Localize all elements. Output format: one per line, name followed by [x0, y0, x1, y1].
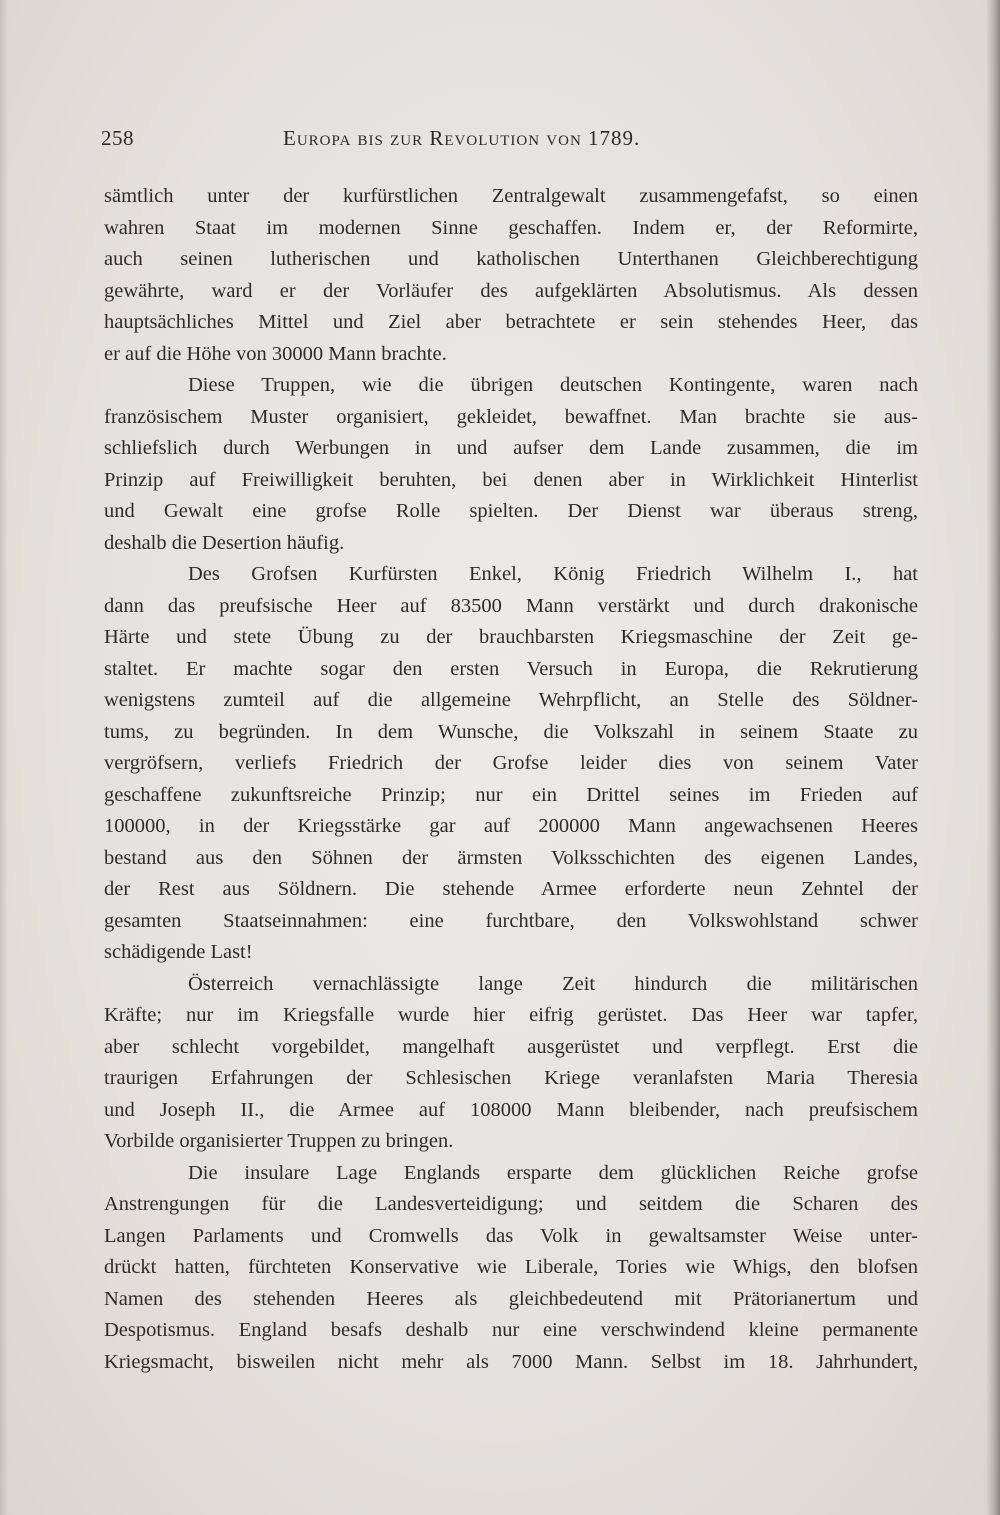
text-line: schliefslich durch Werbungen in und aufser dem Lande zusammen, die im — [104, 437, 918, 459]
page-edge-shadow-left — [0, 0, 8, 1515]
page-header — [101, 126, 919, 158]
text-line: vergröfsern, verliefs Friedrich der Grofse leider dies von seinem Vater — [104, 752, 918, 774]
text-line: gesamten Staatseinnahmen: eine furchtbare, den Volkswohlstand schwer — [104, 909, 918, 932]
text-line: aber schlecht vorgebildet, mangelhaft ausgerüstet und verpflegt. Erst die — [104, 1035, 918, 1058]
text-line: wenigstens zumteil auf die allgemeine Wehrpflicht, an Stelle des Söldner- — [104, 689, 918, 711]
text-line: drückt hatten, fürchteten Konservative wie Liberale, Tories wie Whigs, den blofsen — [104, 1256, 918, 1278]
text-line: Kräfte; nur im Kriegsfalle wurde hier eifrig gerüstet. Das Heer war tapfer, — [104, 1004, 918, 1026]
text-line: Härte und stete Übung zu der brauchbarsten Kriegsmaschine der Zeit ge- — [104, 626, 918, 648]
text-line: und Joseph II., die Armee auf 108000 Mann bleibender, nach preufsischem — [104, 1098, 918, 1121]
text-line: französischem Muster organisiert, gekleidet, bewaffnet. Man brachte sie aus- — [104, 405, 918, 428]
text-line: staltet. Er machte sogar den ersten Versuch in Europa, die Rekrutierung — [104, 657, 918, 680]
running-title: Europa bis zur Revolution von 1789. — [283, 126, 641, 150]
text-line: Diese Truppen, wie die übrigen deutschen Kontingente, waren nach — [188, 374, 918, 396]
text-line: auch seinen lutherischen und katholischen Unterthanen Gleichberechtigung — [104, 248, 918, 270]
text-line: Despotismus. England besafs deshalb nur eine verschwindend kleine permanente — [104, 1319, 918, 1341]
text-line: sämtlich unter der kurfürstlichen Zentralgewalt zusammengefafst, so einen — [104, 185, 918, 207]
text-line: gewährte, ward er der Vorläufer des aufgeklärten Absolutismus. Als dessen — [104, 279, 918, 302]
text-line: bestand aus den Söhnen der ärmsten Volksschichten des eigenen Landes, — [104, 846, 918, 869]
text-line: schädigende Last! — [104, 941, 253, 963]
text-line: dann das preufsische Heer auf 83500 Mann verstärkt und durch drakonische — [104, 594, 918, 617]
text-line: Namen des stehenden Heeres als gleichbedeutend mit Prätorianertum und — [104, 1287, 918, 1310]
text-line: und Gewalt eine grofse Rolle spielten. Der Dienst war überaus streng, — [104, 500, 918, 522]
text-line: 100000, in der Kriegsstärke gar auf 200000 Mann angewachsenen Heeres — [104, 815, 918, 837]
text-line: Prinzip auf Freiwilligkeit beruhten, bei denen aber in Wirklichkeit Hinterlist — [104, 468, 918, 491]
text-line: wahren Staat im modernen Sinne geschaffen. Indem er, der Reformirte, — [104, 216, 918, 239]
text-line: Anstrengungen für die Landesverteidigung; und seitdem die Scharen des — [104, 1193, 918, 1215]
text-line: er auf die Höhe von 30000 Mann brachte. — [104, 342, 447, 365]
text-line: traurigen Erfahrungen der Schlesischen Kriege veranlafsten Maria Theresia — [104, 1067, 918, 1089]
text-line: hauptsächliches Mittel und Ziel aber betrachtete er sein stehendes Heer, das — [104, 311, 918, 333]
text-line: tums, zu begründen. In dem Wunsche, die Volkszahl in seinem Staate zu — [104, 720, 918, 743]
page-edge-shadow-right — [986, 0, 1000, 1515]
text-line: Die insulare Lage Englands ersparte dem glücklichen Reiche grofse — [188, 1161, 918, 1184]
page-number: 258 — [101, 126, 134, 150]
text-line: Kriegsmacht, bisweilen nicht mehr als 7000 Mann. Selbst im 18. Jahrhundert, — [104, 1350, 918, 1373]
text-line: deshalb die Desertion häufig. — [104, 531, 345, 554]
text-line: Des Grofsen Kurfürsten Enkel, König Friedrich Wilhelm I., hat — [188, 563, 918, 585]
text-line: der Rest aus Söldnern. Die stehende Armee erforderte neun Zehntel der — [104, 878, 918, 900]
body-text — [104, 181, 918, 1378]
text-line: Vorbilde organisierter Truppen zu bringen. — [104, 1130, 454, 1152]
text-line: Österreich vernachlässigte lange Zeit hindurch die militärischen — [188, 972, 918, 995]
text-line: Langen Parlaments und Cromwells das Volk in gewaltsamster Weise unter- — [104, 1224, 918, 1247]
text-line: geschaffene zukunftsreiche Prinzip; nur ein Drittel seines im Frieden auf — [104, 783, 918, 806]
